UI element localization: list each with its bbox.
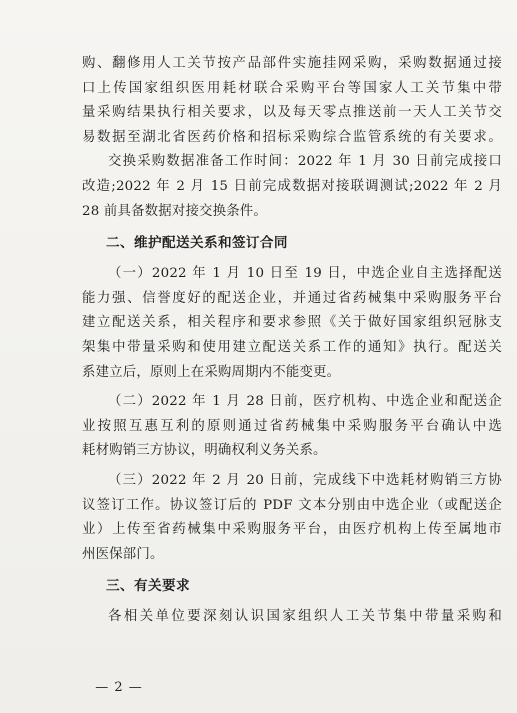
section-heading-3: 三、有关要求 [106, 578, 190, 595]
paragraph-6 [82, 605, 502, 630]
page-number: — 2 — [95, 680, 143, 695]
text-line: 易数据至湖北省医药价格和招标采购综合监管系统的有关要求。 [82, 129, 502, 145]
text-line: 各相关单位要深刻认识国家组织人工关节集中带量采购和 [108, 609, 502, 625]
paragraph-1 [82, 52, 502, 150]
text-line: 能力强、信誉度好的配送企业，并通过省药械集中采购服务平台 [82, 290, 502, 306]
text-line: 业按照互惠互利的原则通过省药械集中采购服务平台确认中选 [82, 418, 502, 434]
text-line: （二）2022 年 1 月 28 日前，医疗机构、中选企业和配送企 [108, 394, 502, 410]
text-line: 州医保部门。 [82, 546, 164, 562]
text-line: 购、翻修用人工关节按产品部件实施挂网采购，采购数据通过接 [82, 56, 502, 71]
paragraph-5 [82, 469, 502, 567]
text-line: 量采购结果执行相关要求，以及每天零点推送前一天人工关节交 [82, 105, 502, 121]
text-line: （一）2022 年 1 月 10 日至 19 日，中选企业自主选择配送 [108, 266, 502, 282]
text-line: 建立配送关系，相关程序和要求参照《关于做好国家组织冠脉支 [82, 315, 502, 331]
text-line: 28 前具备数据对接交换条件。 [82, 203, 267, 219]
text-line: 架集中带量采购和使用建立配送关系工作的通知》执行。配送关 [82, 339, 502, 355]
paragraph-3 [82, 262, 502, 385]
section-heading-2: 二、维护配送关系和签订合同 [106, 235, 288, 252]
text-line: 交换采购数据准备工作时间：2022 年 1 月 30 日前完成接口 [108, 154, 502, 170]
text-line: （三）2022 年 2 月 20 日前，完成线下中选耗材购销三方协 [108, 472, 502, 488]
paragraph-4 [82, 390, 502, 464]
text-line: 改造;2022 年 2 月 15 日前完成数据对接联调测试;2022 年 2 月 [82, 178, 502, 194]
text-line: 口上传国家组织医用耗材联合采购平台等国家人工关节集中带 [82, 80, 502, 96]
document-body [82, 52, 502, 630]
paragraph-2 [82, 150, 502, 224]
text-line: 议签订工作。协议签订后的 PDF 文本分别由中选企业（或配送企 [82, 497, 502, 513]
text-line: 耗材购销三方协议，明确权利义务关系。 [82, 443, 327, 459]
text-line: 业）上传至省药械集中采购服务平台，由医疗机构上传至属地市 [82, 522, 502, 538]
text-line: 系建立后，原则上在采购周期内不能变更。 [82, 364, 341, 380]
